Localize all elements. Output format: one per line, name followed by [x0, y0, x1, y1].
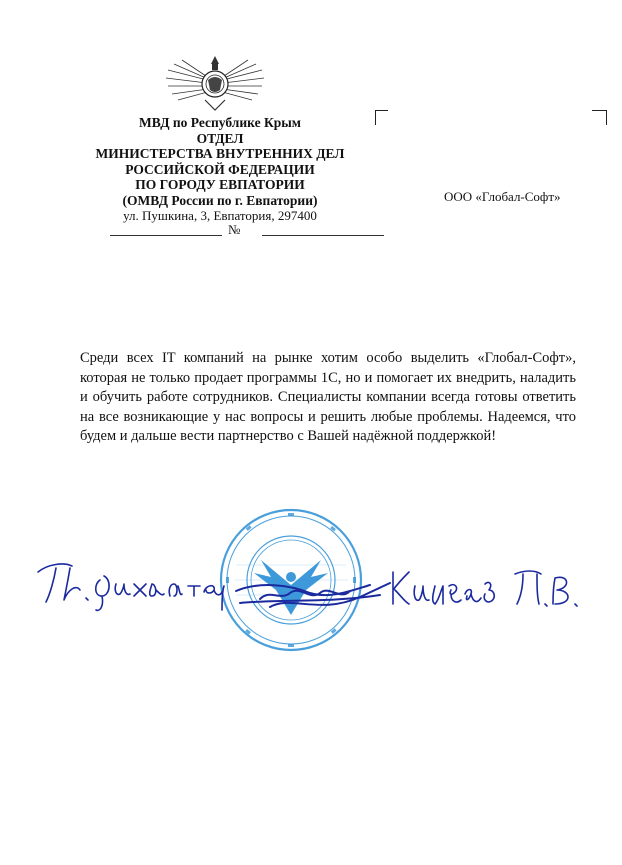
emblem-icon	[160, 52, 270, 114]
signature-block	[30, 505, 610, 665]
letterhead-line-3: МИНИСТЕРСТВА ВНУТРЕННИХ ДЕЛ	[95, 146, 345, 161]
signature-name-handwriting	[385, 560, 585, 615]
letterhead-line-1: МВД по Республике Крым	[139, 115, 301, 130]
number-blank	[262, 235, 384, 236]
signature-position-handwriting	[30, 550, 230, 620]
document-number-line	[110, 222, 390, 240]
letterhead-line-2: ОТДЕЛ	[196, 130, 244, 146]
signature-scribble	[230, 555, 400, 635]
letterhead-line-4: РОССИЙСКОЙ ФЕДЕРАЦИИ	[125, 161, 315, 177]
letterhead-line-5: ПО ГОРОДУ ЕВПАТОРИИ	[135, 177, 305, 192]
recipient: ООО «Глобал-Софт»	[444, 189, 561, 204]
number-sign: №	[228, 222, 241, 237]
address-corner-left	[375, 110, 388, 125]
letterhead-line-6: (ОМВД России по г. Евпатории)	[122, 192, 318, 208]
letterhead-address: ул. Пушкина, 3, Евпатория, 297400	[123, 208, 317, 223]
letterhead	[95, 115, 345, 224]
date-blank	[110, 235, 222, 236]
letter-body: Среди всех IT компаний на рынке хотим особо выделить «Глобал-Софт», которая не только продает программы 1С, но и помогает их внедрить, наладить и обучить работе сотрудников. Специалисты компании всегда готовы ответить на все возникающие у нас вопросы и решить любые проблемы. Надеемся, что будем и дальше вести партнерство с Вашей надёжной поддержкой!	[80, 350, 576, 444]
address-corner-right	[592, 110, 607, 125]
